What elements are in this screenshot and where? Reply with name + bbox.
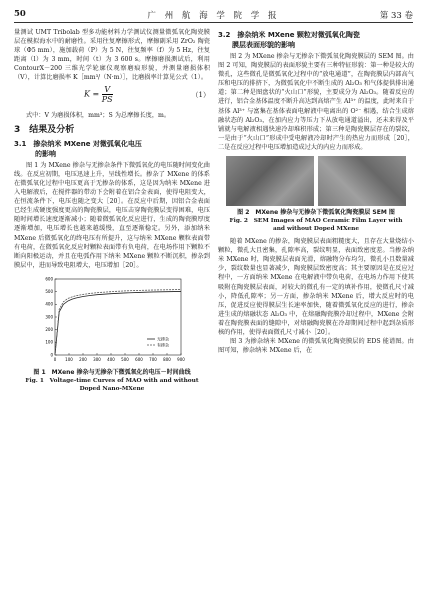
figure-1-chart	[37, 274, 187, 369]
subsection-heading-line: 的影响	[14, 149, 56, 158]
equation-lhs: K =	[84, 89, 100, 99]
page-number: 50	[14, 9, 26, 19]
y-tick-label: 400	[45, 301, 53, 307]
x-tick-label: 400	[107, 356, 115, 362]
equation-1	[14, 85, 210, 109]
y-tick-label: 300	[45, 314, 53, 320]
figure-1-caption-en: Doped Nano-MXene	[79, 385, 145, 392]
x-tick-label: 300	[93, 356, 101, 362]
left-column	[14, 28, 210, 393]
equation-fraction	[102, 85, 113, 104]
sem-image-doped	[318, 156, 406, 206]
y-tick-label: 500	[45, 288, 53, 294]
subsection-heading-3-1	[14, 139, 210, 159]
equation-numerator: V	[102, 85, 113, 95]
figure-2-caption-en: Fig. 2 SEM Images of MAO Ceramic Film Layer with	[229, 218, 403, 225]
x-tick-label: 600	[135, 356, 143, 362]
figure-1-caption: 图 1 MXene 掺杂与无掺杂下微弧氧化的电压－时间曲线	[33, 368, 191, 376]
paragraph-morphology: 图 2 为 MXene 掺杂与无掺杂下微弧氧化陶瓷膜层的 SEM 图。由图 2 可知，陶瓷膜层的表面形貌主要有三种特征形貌：第一种是较大的微孔，这些微孔是微弧氧化过程中的“放电通道”，在陶瓷膜层内部高气压和电压的排挤下，为微弧氧化中不断生成的 Al₂O₃ 和气体提供排出通道；第二种是图盘状的“火山口”形貌，主要成分为 Al₂O₃。随着反应的进行，铝合金基体温度不断升高达到高熔产生 Al³⁺ 的温度，此时来自于基体 Al³⁺ 与富集在基体表面电解液中电离出的 O²⁻ 相遇，结合生成熔融状态的 Al₂O₃，在加内应力等压力下从放电通道溢出，还未来得及平铺就与电解液相遇快速冷却堆积形成；第三种是陶瓷膜层存在的裂纹，一是由于“火山口”形成中受电解液冷却时产生的热应力而形成［20］，二是在反应过程中电压增加造成过大的内应力而形成。	[218, 53, 414, 151]
paragraph-analysis: 随着 MXene 的掺杂，陶瓷膜层表面粗糙度大，且存在大量烧结小颗粒，微孔大且密集，孔隙率高，裂纹明显，表面致密度差。当掺杂纳米 MXene 时，陶瓷膜层表面光滑，熔融物分布均匀，微孔小且数量减少，裂纹数量也显著减少，陶瓷膜层致密度高；其主要原因是在反应过程中，一方面纳米 MXene 在电解液中带负电荷，在电场力作用下使其吸附在陶瓷膜层表面，对较大的微孔有一定的填补作用，使微孔尺寸减小，降低孔隙率；另一方面，掺杂纳米 MXene 后，增大反应时的电压，促进反应使得膜层生长速率加快，随着微弧氧化反应的进行，掺杂进生成的熔融状态 Al₂O₃ 中，在熔融陶瓷膜冷却过程中，MXene 会附着在陶瓷膜表面的缝隙中，对熔融陶瓷膜在冷却期间过程中起到杂质形核的作用，使得表面微孔尺寸减小［20］。	[218, 238, 414, 336]
figure-2-caption-en: and without Doped MXene	[272, 226, 360, 233]
equation-body	[84, 85, 113, 104]
page-header	[14, 9, 413, 23]
x-tick-label: 900	[177, 356, 185, 362]
header-rule	[14, 22, 413, 23]
y-tick-label: 0	[50, 352, 53, 358]
volume-label: 第 33 卷	[379, 11, 413, 21]
paragraph-voltage: 图 1 为 MXene 掺杂与无掺杂条件下微弧氧化的电压随时间变化曲线。在反应初期，电压迅速上升，呈线性增长。掺杂了 MXene 的体系在微弧氧化过程中电压更高于无掺杂的体系，这是因为纳米 MXene 进入电解液后，在搅拌器的带动下会附着在铝合金表面，使得电阻变大，在恒流条件下，电压也随之变大［20］。在反应中后期，因铝合金表面已经生成硬度强度更高的陶瓷膜层，电压击穿陶瓷膜层变得困难，电压随时间增长速度逐渐减小；随着微弧氧化反应进行，生成的陶瓷膜厚度逐渐增加，电压增长也越来越缓慢，直至逐渐稳定。另外，添加纳米 MXene 后微弧氧化的终电压有所提升，这与纳米 MXene 颗粒表面带有电荷，在微弧氧化反应时颗粒表面带有负电荷，在电场作用下颗粒不断向阳极运动，并且在电弧作用下纳米 MXene 颗粒不断沉积，掺杂到膜层中，进而导致电阻增大，电压增加［20］。	[14, 161, 210, 269]
x-tick-label: 800	[163, 356, 171, 362]
subsection-heading-line: 膜层表面形貌的影响	[218, 41, 295, 49]
x-tick-label: 200	[79, 356, 87, 362]
voltage-time-chart	[37, 274, 187, 369]
equation-number: （1）	[191, 90, 210, 99]
subsection-heading-line: 3.1 掺杂纳米 MXene 对微弧氧化电压	[14, 139, 142, 148]
x-tick-label: 100	[65, 356, 73, 362]
subsection-heading-line: 3.2 掺杂纳米 MXene 颗粒对微弧氧化陶瓷	[218, 31, 360, 39]
subsection-heading-3-2	[218, 30, 414, 50]
x-tick-label: 0	[53, 356, 57, 362]
legend-label: 有掺杂	[157, 342, 169, 348]
figure-2-images	[226, 156, 406, 206]
section-heading-3: 3 结果及分析	[14, 124, 75, 135]
paragraph-variables: 式中：V 为磨损体积，mm³；S 为总摩擦长度，m。	[26, 111, 171, 119]
paragraph-method: 量测试 UMT Tribolab 型多功能材料力学测试仪测量微弧氧化陶瓷膜层在模拟海水中的耐磨性。采用往复摩擦形式，摩擦副采用 ZrO₂ 陶瓷球（Φ5 mm），施加载荷（P）为 5 N，往复频率（f）为 5 Hz，往复距离（l）为 3 mm，时间（t）为 3 600 s。摩擦磨损测试后，利用 ContourX－200 三维光学轮廓仪观察磨痕形貌，并测量磨损体积（V），计算比磨损率 K［mm³/（N·m）］，比磨损率计算见公式（1）。	[14, 29, 210, 82]
paragraph-eds: 图 3 为掺杂纳米 MXene 的微弧氧化陶瓷膜层的 EDS 能谱图。由图可知，掺杂纳米 MXene 后，在	[218, 338, 414, 355]
right-column	[218, 28, 414, 355]
y-tick-label: 200	[45, 326, 53, 332]
equation-denominator: PS	[101, 94, 113, 104]
x-tick-label: 500	[121, 356, 129, 362]
journal-title: 广 州 航 海 学 院 学 报	[147, 11, 280, 21]
figure-1-caption-en: Fig. 1 Voltage-time Curves of MAO with and without	[25, 377, 199, 384]
figure-2-caption: 图 2 MXene 掺杂与无掺杂下微弧氧化陶瓷膜层 SEM 图	[237, 209, 395, 217]
sem-image-undoped	[226, 156, 314, 206]
x-tick-label: 700	[149, 356, 157, 362]
legend-label: 无掺杂	[157, 336, 169, 342]
y-tick-label: 100	[45, 339, 53, 345]
y-tick-label: 600	[45, 276, 53, 282]
